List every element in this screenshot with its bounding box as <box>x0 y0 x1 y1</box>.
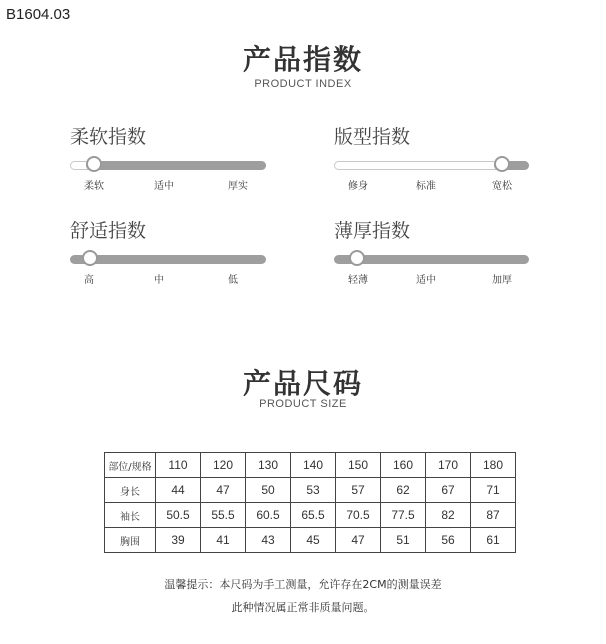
tick-label: 适中 <box>154 181 174 192</box>
table-header-cell: 部位/规格 <box>105 453 156 478</box>
tick-label: 柔软 <box>84 181 104 192</box>
table-cell: 53 <box>291 478 336 503</box>
table-header-cell: 160 <box>381 453 426 478</box>
table-cell: 55.5 <box>201 503 246 528</box>
table-cell: 41 <box>201 528 246 553</box>
tick-label: 高 <box>84 275 94 286</box>
table-row <box>105 503 516 528</box>
slider-fill <box>86 161 266 170</box>
table-cell: 56 <box>426 528 471 553</box>
slider-ticks <box>70 271 266 285</box>
product-code: B1604.03 <box>6 6 71 23</box>
table-header-row <box>105 453 516 478</box>
table-cell: 50 <box>246 478 291 503</box>
slider-knob <box>82 250 98 266</box>
tick-label: 适中 <box>416 275 436 286</box>
table-cell: 51 <box>381 528 426 553</box>
tick-label: 加厚 <box>492 275 512 286</box>
table-cell: 50.5 <box>156 503 201 528</box>
table-header-cell: 170 <box>426 453 471 478</box>
table-cell: 71 <box>471 478 516 503</box>
thickness-index-label: 薄厚指数 <box>334 220 411 242</box>
table-row <box>105 478 516 503</box>
softness-slider <box>70 159 266 171</box>
table-header-cell: 120 <box>201 453 246 478</box>
table-cell: 身长 <box>105 478 156 503</box>
tick-label: 轻薄 <box>348 275 368 286</box>
slider-track <box>70 255 266 264</box>
slider-knob <box>494 156 510 172</box>
table-cell: 70.5 <box>336 503 381 528</box>
table-cell: 60.5 <box>246 503 291 528</box>
comfort-index-label: 舒适指数 <box>70 220 147 242</box>
tick-label: 低 <box>228 275 238 286</box>
tick-label: 中 <box>154 275 164 286</box>
size-table <box>104 452 516 553</box>
slider-ticks <box>70 177 266 191</box>
table-cell: 43 <box>246 528 291 553</box>
table-cell: 77.5 <box>381 503 426 528</box>
tick-label: 标准 <box>416 181 436 192</box>
tick-label: 修身 <box>348 181 368 192</box>
table-cell: 47 <box>201 478 246 503</box>
comfort-index <box>70 216 266 285</box>
table-cell: 67 <box>426 478 471 503</box>
table-cell: 57 <box>336 478 381 503</box>
size-title: 产品尺码 <box>242 367 363 400</box>
table-header-cell: 110 <box>156 453 201 478</box>
fit-index <box>334 122 529 191</box>
size-subtitle: PRODUCT SIZE <box>259 398 347 410</box>
table-header-cell: 180 <box>471 453 516 478</box>
table-cell: 47 <box>336 528 381 553</box>
table-header-cell: 150 <box>336 453 381 478</box>
tick-label: 宽松 <box>492 181 512 192</box>
table-cell: 39 <box>156 528 201 553</box>
fit-index-label: 版型指数 <box>334 126 411 148</box>
warm-tip-line-2: 此种情况属正常非质量问题。 <box>231 601 375 614</box>
table-header-cell: 140 <box>291 453 336 478</box>
table-row <box>105 528 516 553</box>
thickness-slider <box>334 253 529 265</box>
table-cell: 45 <box>291 528 336 553</box>
slider-knob <box>86 156 102 172</box>
table-cell: 62 <box>381 478 426 503</box>
table-cell: 袖长 <box>105 503 156 528</box>
slider-ticks <box>334 271 529 285</box>
warm-tip-line-1: 温馨提示：本尺码为手工测量，允许存在2CM的测量误差 <box>164 578 442 591</box>
index-subtitle: PRODUCT INDEX <box>254 78 352 90</box>
thickness-index <box>334 216 529 285</box>
softness-index <box>70 122 266 191</box>
table-header-cell: 130 <box>246 453 291 478</box>
table-cell: 44 <box>156 478 201 503</box>
table-cell: 82 <box>426 503 471 528</box>
table-cell: 87 <box>471 503 516 528</box>
index-title: 产品指数 <box>242 43 363 76</box>
softness-index-label: 柔软指数 <box>70 126 147 148</box>
table-cell: 胸围 <box>105 528 156 553</box>
comfort-slider <box>70 253 266 265</box>
tick-label: 厚实 <box>228 181 248 192</box>
fit-slider <box>334 159 529 171</box>
table-cell: 65.5 <box>291 503 336 528</box>
slider-knob <box>349 250 365 266</box>
table-cell: 61 <box>471 528 516 553</box>
slider-ticks <box>334 177 529 191</box>
